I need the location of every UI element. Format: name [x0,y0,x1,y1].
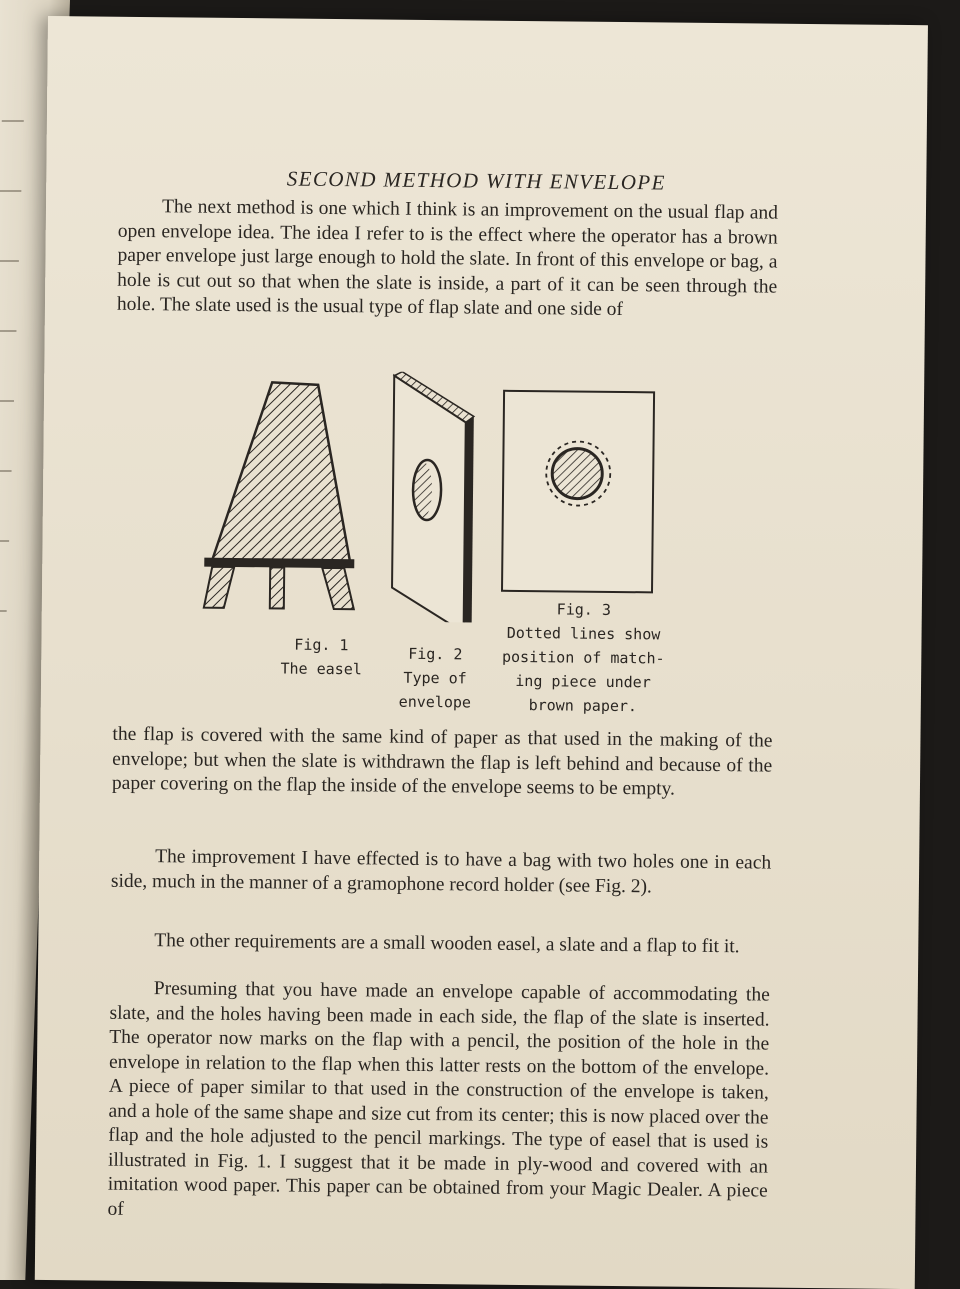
figures-group [202,370,685,625]
fig1-easel [204,382,356,610]
fig3-caption-line: position of match- [501,647,665,668]
fig3-envelope-dotted [502,391,654,593]
fig2-caption [385,642,486,715]
fig2-caption-line: envelope [398,692,472,712]
fig2-caption-line: Fig. 2 [408,644,463,664]
book-page [35,16,928,1289]
fig2-envelope [392,372,475,625]
paragraph-3: The improvement I have effected is to have a bag with two holes one in each side, much in the manner of a gramophone record holder (see Fig. 2). [110,846,772,897]
fig1-caption-line: The easel [280,659,362,679]
fig1-caption [246,632,396,682]
fig3-caption-line: Dotted lines show [506,623,661,644]
fig3-caption-line: Fig. 3 [556,600,611,619]
fig3-caption [493,597,674,719]
paragraph-1: The next method is one which I think is an improvement on the usual flap and open envelope idea. The idea I refer to is the effect where the operator has a brown paper envelope just large enough to hold the slate. In front of this envelope or bag, a hole is cut out so that when the slate is inside, a part of it can be seen through the hole. The slate used is the usual type of flap slate and one side of [116,196,779,321]
paragraph-4: The other requirements are a small wooden easel, a slate and a flap to fit it. [154,930,740,958]
fig3-caption-line: brown paper. [528,696,638,716]
fig3-caption-line: ing piece under [515,671,651,692]
paragraph-5: Presuming that you have made an envelope capable of accommodating the slate, and the holes having been made in each side, the flap of the slate is inserted. The operator now marks on the flap with a pencil, the position of the hole in the envelope in relation to the flap when this latter rests on the bottom of the envelope. A piece of paper similar to that used in the construction of the envelope is taken, and a hole of the same shape and size cut from its center; this is now placed over the flap and the hole adjusted to the pencil markings. The type of easel that is used is illustrated in Fig. 1. I suggest that it be made in ply-wood and covered with an imitation wood paper. This paper can be obtained from your Magic Dealer. A piece of [107,978,770,1220]
figures-illustration [202,370,685,625]
paragraph-2: the flap is covered with the same kind of paper as that used in the making of the envelope; but when the slate is withdrawn the flap is left behind and because of the paper covering on the flap the inside of the envelope seems to be empty. [111,723,773,800]
fig2-caption-line: Type of [403,668,467,688]
fig1-caption-line: Fig. 1 [294,635,349,655]
page-title: SECOND METHOD WITH ENVELOPE [286,166,666,195]
